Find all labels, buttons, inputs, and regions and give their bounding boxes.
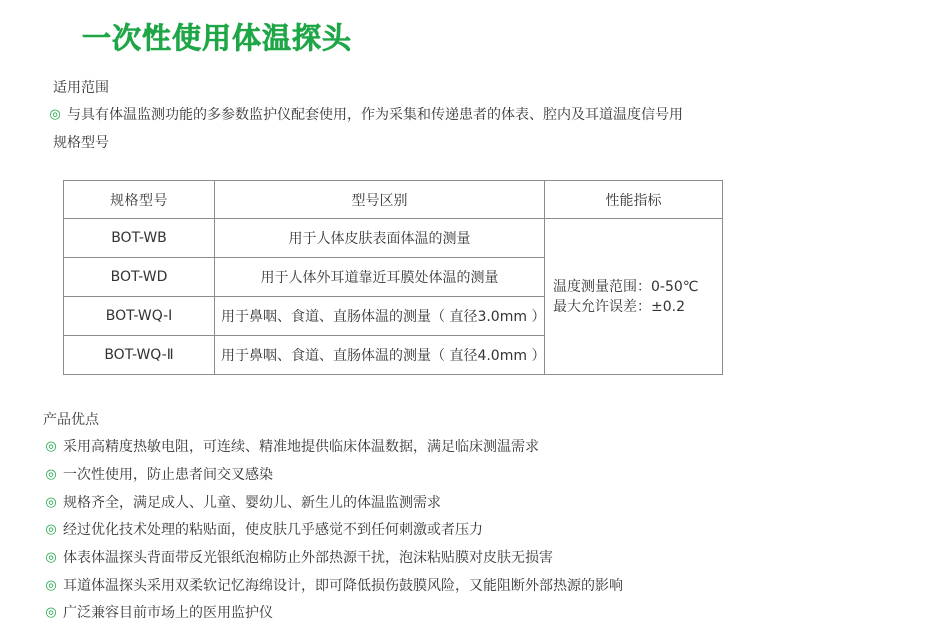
advantage-item xyxy=(45,436,539,456)
advantage-item xyxy=(45,547,553,567)
bullet-icon: ◎ xyxy=(45,549,57,565)
advantage-item xyxy=(45,464,273,484)
scope-line xyxy=(49,104,683,124)
advantages-heading: 产品优点 xyxy=(43,412,99,428)
advantage-text: 经过优化技术处理的粘贴面，使皮肤几乎感觉不到任何刺激或者压力 xyxy=(63,522,483,538)
advantage-text: 耳道体温探头采用双柔软记忆海绵设计，即可降低损伤鼓膜风险，又能阻断外部热源的影响 xyxy=(63,578,623,594)
advantage-text: 采用高精度热敏电阻，可连续、精准地提供临床体温数据，满足临床测温需求 xyxy=(63,439,539,455)
table-row xyxy=(64,219,723,258)
advantage-item xyxy=(45,575,623,595)
spec-heading: 规格型号 xyxy=(53,135,109,151)
advantage-item xyxy=(45,492,441,512)
col-header-difference: 型号区别 xyxy=(215,181,545,219)
bullet-icon: ◎ xyxy=(45,604,57,620)
col-header-model: 规格型号 xyxy=(64,181,215,219)
advantage-text: 广泛兼容目前市场上的医用监护仪 xyxy=(63,605,273,621)
performance-error: 最大允许误差：±0.2 xyxy=(553,298,685,315)
model-cell: BOT-WQ-Ⅱ xyxy=(64,336,215,375)
performance-cell xyxy=(545,219,723,375)
bullet-icon: ◎ xyxy=(45,494,57,510)
desc-cell: 用于鼻咽、食道、直肠体温的测量（ 直径4.0mm ） xyxy=(215,336,545,375)
desc-cell: 用于人体外耳道靠近耳膜处体温的测量 xyxy=(215,258,545,297)
bullet-icon: ◎ xyxy=(49,106,61,122)
desc-cell: 用于人体皮肤表面体温的测量 xyxy=(215,219,545,258)
advantage-text: 规格齐全，满足成人、儿童、婴幼儿、新生儿的体温监测需求 xyxy=(63,495,441,511)
model-cell: BOT-WD xyxy=(64,258,215,297)
bullet-icon: ◎ xyxy=(45,521,57,537)
advantage-item xyxy=(45,519,483,539)
desc-cell: 用于鼻咽、食道、直肠体温的测量（ 直径3.0mm ） xyxy=(215,297,545,336)
model-cell: BOT-WB xyxy=(64,219,215,258)
advantage-text: 体表体温探头背面带反光银纸泡棉防止外部热源干扰，泡沫粘贴膜对皮肤无损害 xyxy=(63,550,553,566)
performance-range: 温度测量范围：0-50℃ xyxy=(553,278,699,295)
scope-heading: 适用范围 xyxy=(53,80,109,96)
bullet-icon: ◎ xyxy=(45,438,57,454)
advantage-item xyxy=(45,602,273,622)
page-title: 一次性使用体温探头 xyxy=(82,21,353,55)
bullet-icon: ◎ xyxy=(45,577,57,593)
bullet-icon: ◎ xyxy=(45,466,57,482)
model-cell: BOT-WQ-Ⅰ xyxy=(64,297,215,336)
advantage-text: 一次性使用，防止患者间交叉感染 xyxy=(63,467,273,483)
scope-text: 与具有体温监测功能的多参数监护仪配套使用，作为采集和传递患者的体表、腔内及耳道温度信号用 xyxy=(67,107,683,123)
spec-table xyxy=(63,180,723,375)
table-header-row xyxy=(64,181,723,219)
col-header-performance: 性能指标 xyxy=(545,181,723,219)
